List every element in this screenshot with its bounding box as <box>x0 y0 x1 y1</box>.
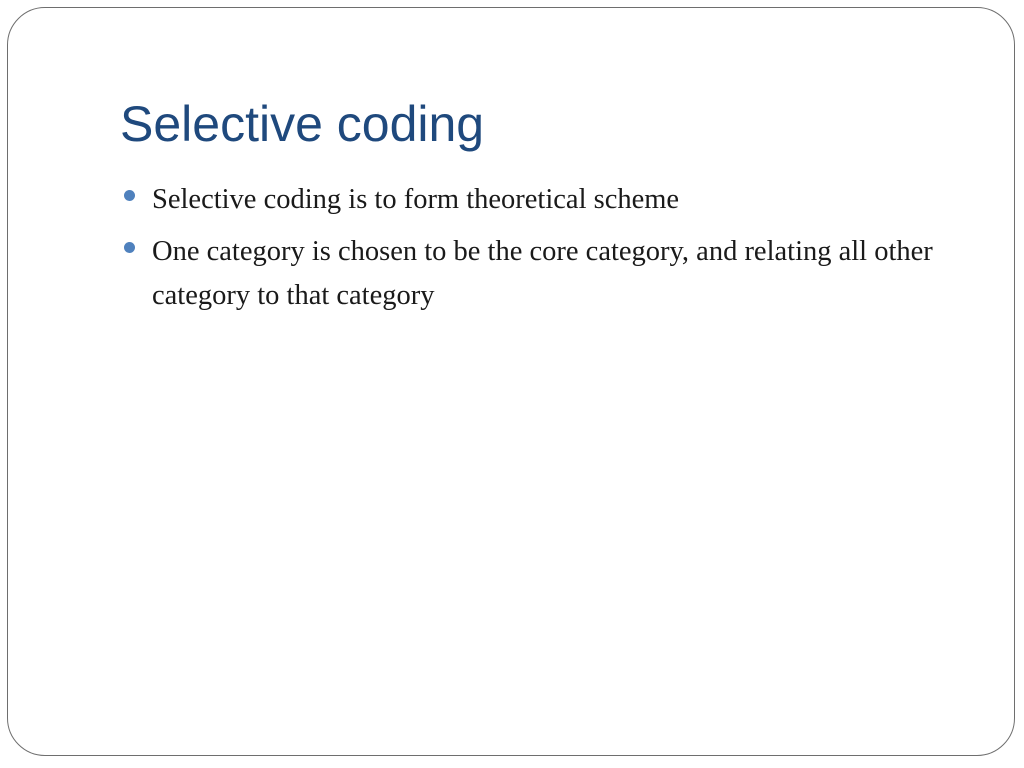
bullet-text: Selective coding is to form theoretical scheme <box>152 184 680 215</box>
bullet-dot-icon <box>124 242 135 253</box>
bullet-item <box>120 230 960 318</box>
bullet-dot-icon <box>124 190 135 201</box>
bullet-text: One category is chosen to be the core category, and relating all other category to that category <box>152 236 933 311</box>
bullet-list <box>120 178 960 326</box>
slide <box>7 7 1015 756</box>
bullet-item <box>120 178 960 222</box>
slide-title: Selective coding <box>120 96 485 152</box>
